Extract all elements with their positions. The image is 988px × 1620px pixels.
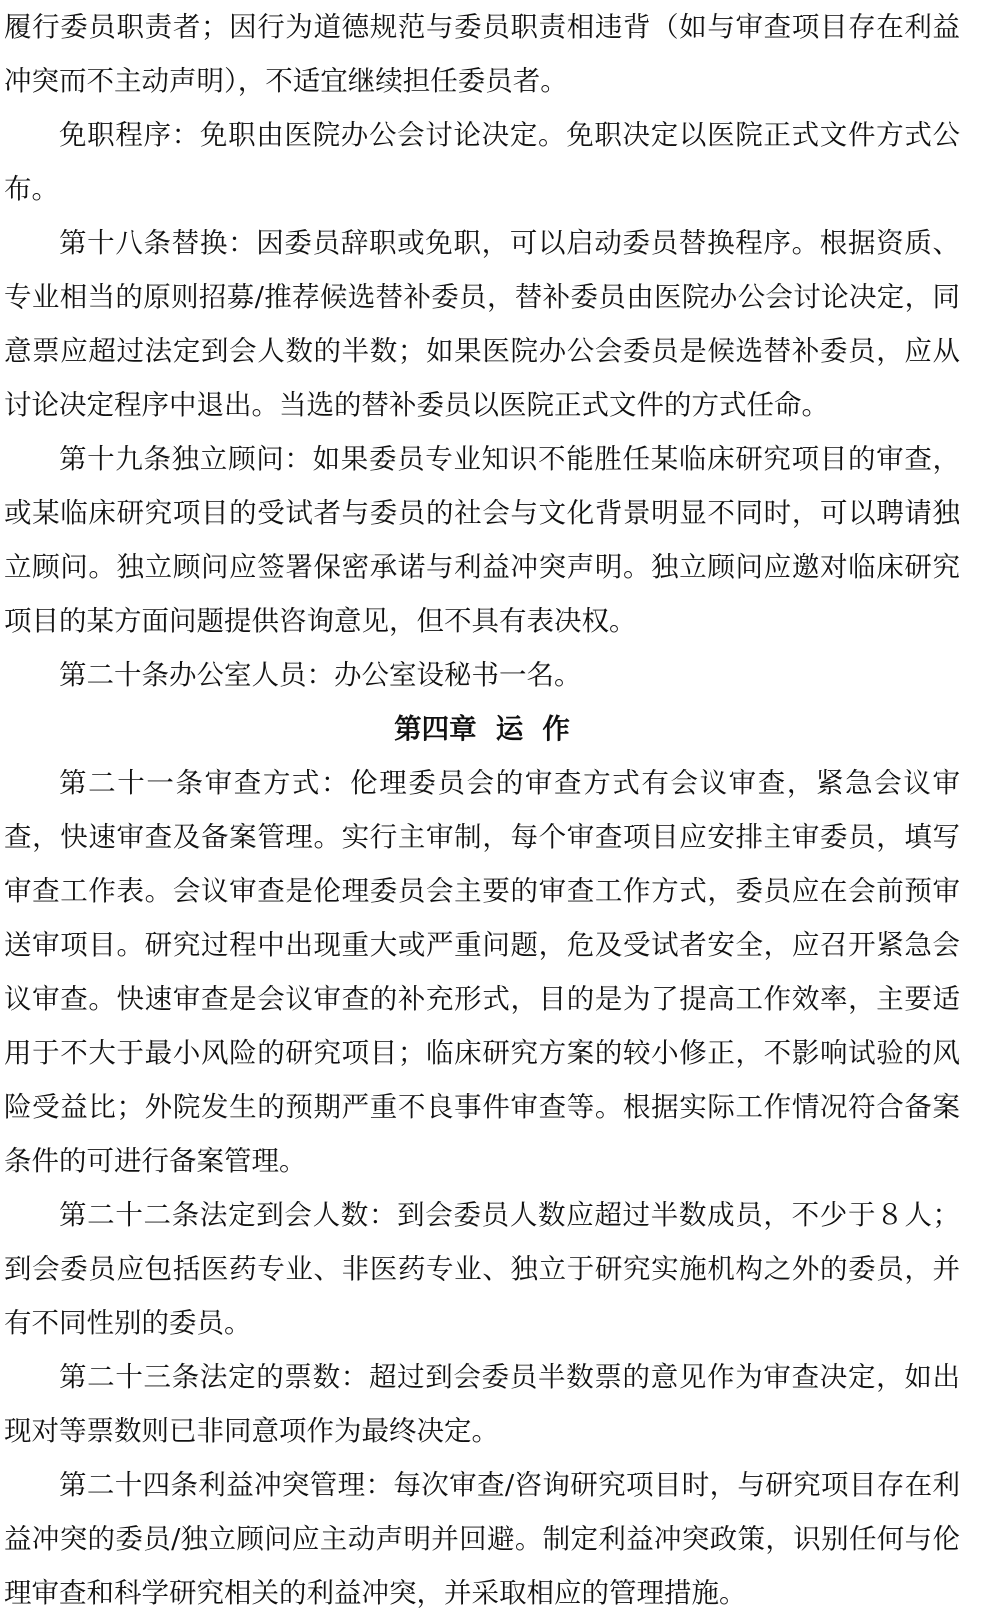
paragraph-removal-procedure: 免职程序：免职由医院办公会讨论决定。免职决定以医院正式文件方式公布。 (4, 119, 960, 205)
paragraph-removal-conditions: 履行委员职责者；因行为道德规范与委员职责相违背（如与审查项目存在利益冲突而不主动声明），不适宜继续担任委员者。 (4, 11, 960, 97)
paragraph-article-24: 第二十四条利益冲突管理：每次审查/咨询研究项目时，与研究项目存在利益冲突的委员/独立顾问应主动声明并回避。制定利益冲突政策，识别任何与伦理审查和科学研究相关的利益冲突，并采取相应的管理措施。 (4, 1469, 960, 1609)
paragraph-article-18: 第十八条替换：因委员辞职或免职，可以启动委员替换程序。根据资质、专业相当的原则招募/推荐候选替补委员，替补委员由医院办公会讨论决定，同意票应超过法定到会人数的半数；如果医院办公会委员是候选替补委员，应从讨论决定程序中退出。当选的替补委员以医院正式文件的方式任命。 (4, 227, 960, 421)
paragraph-article-23: 第二十三条法定的票数：超过到会委员半数票的意见作为审查决定，如出现对等票数则已非同意项作为最终决定。 (4, 1361, 960, 1447)
paragraph-article-22: 第二十二条法定到会人数：到会委员人数应超过半数成员，不少于８人；到会委员应包括医药专业、非医药专业、独立于研究实施机构之外的委员，并有不同性别的委员。 (4, 1199, 960, 1339)
paragraph-article-19: 第十九条独立顾问：如果委员专业知识不能胜任某临床研究项目的审查，或某临床研究项目的受试者与委员的社会与文化背景明显不同时，可以聘请独立顾问。独立顾问应签署保密承诺与利益冲突声明。独立顾问应邀对临床研究项目的某方面问题提供咨询意见，但不具有表决权。 (4, 443, 960, 637)
paragraph-article-21: 第二十一条审查方式：伦理委员会的审查方式有会议审查，紧急会议审查，快速审查及备案管理。实行主审制，每个审查项目应安排主审委员，填写审查工作表。会议审查是伦理委员会主要的审查工作方式，委员应在会前预审送审项目。研究过程中出现重大或严重问题，危及受试者安全，应召开紧急会议审查。快速审查是会议审查的补充形式，目的是为了提高工作效率，主要适用于不大于最小风险的研究项目；临床研究方案的较小修正，不影响试验的风险受益比；外院发生的预期严重不良事件审查等。根据实际工作情况符合备案条件的可进行备案管理。 (4, 767, 960, 1177)
chapter-heading: 第四章 运 作 (394, 713, 570, 745)
paragraph-article-20: 第二十条办公室人员：办公室设秘书一名。 (59, 659, 582, 691)
document-page (4, 0, 960, 1620)
